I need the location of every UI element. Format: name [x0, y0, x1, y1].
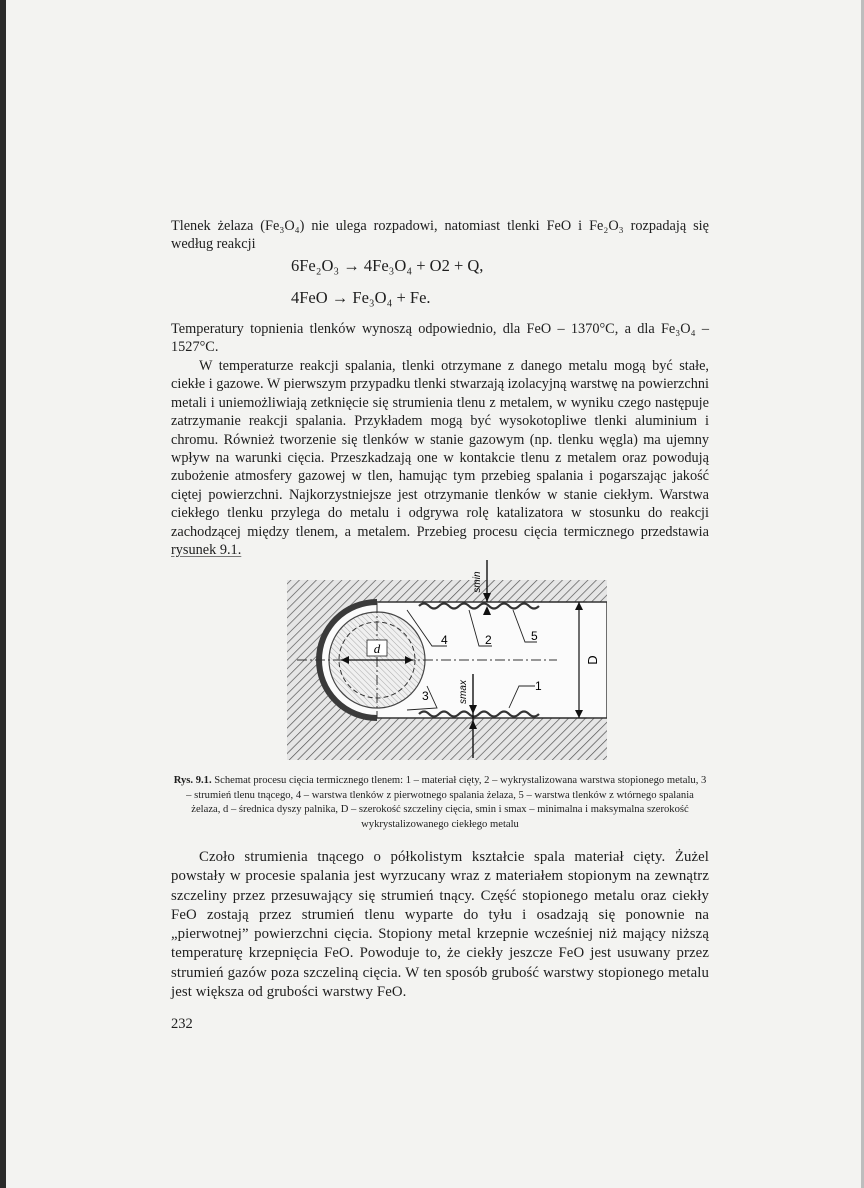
label-smax: smax — [458, 680, 469, 704]
paragraph-cutting-front: Czoło strumienia tnącego o półkolistym kształcie spala materiał cięty. Żużel powstały w procesie spalania jest wyrzucany wraz z materiałem stopionym na zewnątrz szczeliny przez przesuwający się strumień tnący. Część stopionego metalu oraz ciekły FeO zostają przez strumień tlenu wyparte do tyłu i osadzają się ponownie na „pierwotnej” powierzchni cięcia. Stopiony metal krzepnie wcześniej niż mający niższą temperaturę krzepnięcia FeO. Powoduje to, że ciekły jeszcze FeO jest usuwany przez strumień gazów poza szczeliną cięcia. W ten sposób grubość warstwy stopionego metalu jest większa od grubości warstwy FeO. — [171, 849, 709, 1001]
figure-reference-link[interactable]: rysunek 9.1. — [171, 542, 242, 559]
paragraph-melting-temperatures: Temperatury topnienia tlenków wynoszą odpowiednio, dla FeO – 1370°C, a dla Fe₃O₄ – 1527°C. — [171, 321, 709, 356]
paragraph-intro: Tlenek żelaza (Fe₃O₄) nie ulega rozpadowi, natomiast tlenki FeO i Fe₂O₃ rozpadają się według reakcji — [171, 218, 709, 253]
reaction-equation-2: 4FeO → Fe₃O₄ + Fe. — [291, 288, 431, 307]
page-number: 232 — [171, 1016, 193, 1032]
label-5: 5 — [531, 629, 538, 643]
label-4: 4 — [441, 633, 448, 647]
paragraph-oxide-states-text: W temperaturze reakcji spalania, tlenki otrzymane z danego metalu mogą być stałe, ciekłe i gazowe. W pierwszym przypadku tlenki stwarzają izolacyjną warstwę na powierzchni metali i uniemożliwiają zetknięcie się strumienia tlenu z metalem, w wyniku czego następuje zatrzymanie reakcji spalania. Przykładem mogą być wysokotopliwe tlenki aluminium i chromu. Również tworzenie się tlenków w stanie gazowym (np. tlenku węgla) ma ujemny wpływ na warunki cięcia. Przeszkadzają one w kontakcie tlenu z metalem oraz powodują zubożenie atmosfery gazowej w tlen, hamując tym przebieg spalania i pogarszając jakość ciętej powierzchni. Najkorzystniejsze jest otrzymanie tlenków w stanie ciekłym. Warstwa ciekłego tlenku przylega do metalu i odgrywa rolę katalizatora w stosunku do reakcji zachodzącej między tlenem, a metalem. Przebieg procesu cięcia termicznego przedstawia — [171, 358, 709, 540]
cutting-process-diagram — [287, 558, 607, 768]
label-1: 1 — [535, 679, 542, 693]
label-D: D — [585, 655, 600, 665]
scan-left-edge — [0, 0, 6, 1188]
label-d: d — [373, 641, 381, 656]
label-smin: smin — [472, 571, 483, 593]
label-2: 2 — [485, 633, 492, 647]
label-3: 3 — [422, 689, 429, 703]
paragraph-oxide-states — [171, 357, 709, 559]
figure-cutting-process — [287, 558, 607, 768]
reaction-equation-1: 6Fe₂O₃ → 4Fe₃O₄ + O2 + Q, — [291, 256, 484, 275]
figure-caption-label: Rys. 9.1. — [173, 775, 212, 786]
figure-caption — [173, 774, 707, 832]
figure-caption-text: Schemat procesu cięcia termicznego tlenem: 1 – materiał cięty, 2 – wykrystalizowana warstwa stopionego metalu, 3 – strumień tlenu tnącego, 4 – warstwa tlenków z pierwotnego spalania żelaza, 5 – warstwa tlenków z wtórnego spalania żelaza, d – średnica dyszy palnika, D – szerokość szczeliny cięcia, smin i smax – minimalna i maksymalna szerokość wykrystalizowanego ciekłego metalu — [186, 775, 707, 830]
